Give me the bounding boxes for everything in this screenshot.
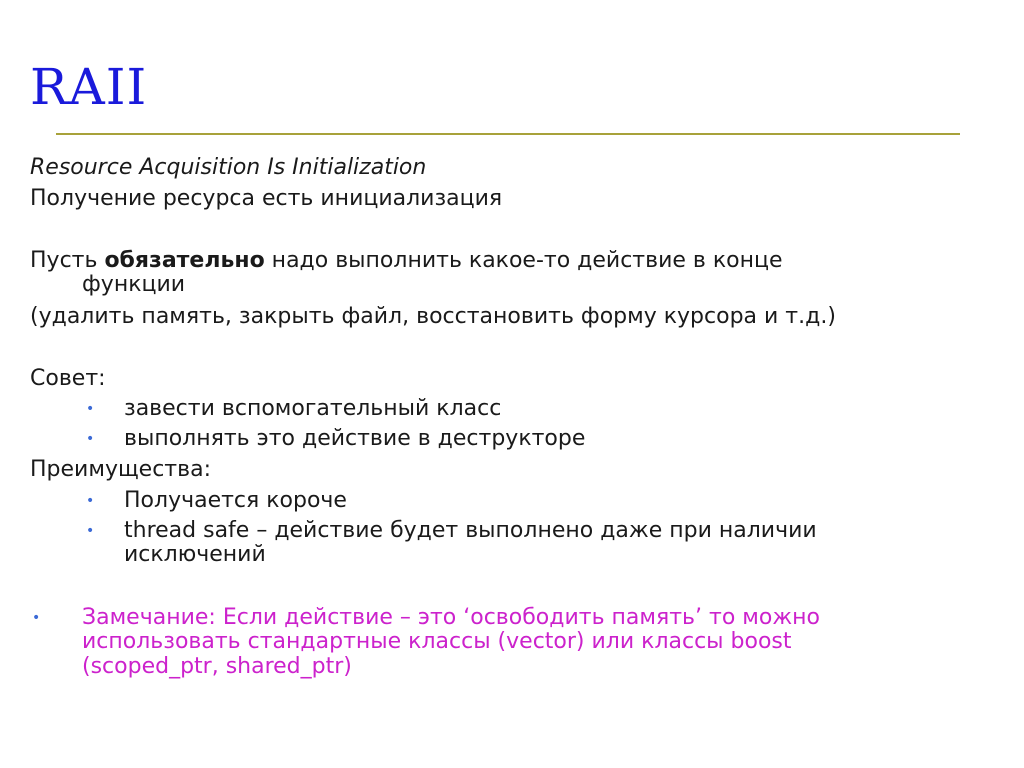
paragraph-examples: (удалить память, закрыть файл, восстановить форму курсора и т.д.) — [30, 304, 836, 329]
bullet-icon: • — [86, 523, 95, 539]
slide-title: RAII — [30, 58, 148, 116]
subtitle-english: Resource Acquisition Is Initialization — [30, 155, 427, 180]
benefit-item-continued: исключений — [124, 542, 266, 567]
requirement-prefix: Пусть — [30, 248, 105, 273]
advice-item: выполнять это действие в деструкторе — [124, 426, 586, 451]
note-line: использовать стандартные классы (vector) или классы boost — [82, 629, 792, 654]
requirement-rest: надо выполнить какое-то действие в конце — [264, 248, 783, 273]
note-line: (scoped_ptr, shared_ptr) — [82, 654, 352, 679]
advice-item: завести вспомогательный класс — [124, 396, 502, 421]
bullet-icon: • — [32, 610, 41, 626]
title-divider — [56, 133, 960, 135]
benefit-item: Получается короче — [124, 488, 347, 513]
note-line: Замечание: Если действие – это ‘освободить память’ то можно — [82, 605, 820, 630]
bullet-icon: • — [86, 431, 95, 447]
subtitle-russian: Получение ресурса есть инициализация — [30, 186, 503, 211]
paragraph-requirement-continued: функции — [82, 272, 186, 297]
paragraph-requirement — [30, 248, 783, 273]
bullet-icon: • — [86, 401, 95, 417]
bullet-icon: • — [86, 493, 95, 509]
benefits-heading: Преимущества: — [30, 457, 211, 482]
advice-heading: Совет: — [30, 366, 106, 391]
requirement-emphasis: обязательно — [104, 248, 265, 273]
benefit-item: thread safe – действие будет выполнено даже при наличии — [124, 518, 817, 543]
